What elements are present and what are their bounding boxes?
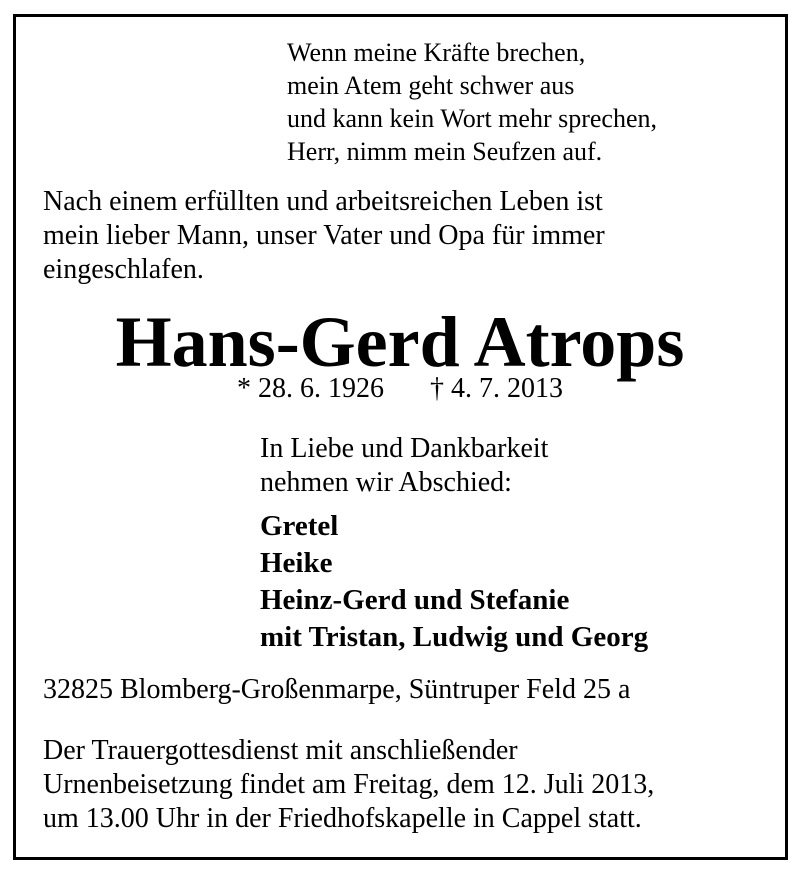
- intro-line: mein lieber Mann, unser Vater und Opa für immer: [43, 220, 605, 251]
- mourners-list: [260, 508, 648, 656]
- intro-line: Nach einem erfüllten und arbeitsreichen Leben ist: [43, 186, 603, 217]
- service-info: [43, 734, 654, 836]
- verse: [287, 36, 657, 168]
- mourner-name: Gretel: [260, 510, 339, 542]
- birth-date: * 28. 6. 1926: [237, 373, 384, 404]
- service-line: um 13.00 Uhr in der Friedhofskapelle in Cappel statt.: [43, 803, 642, 834]
- intro-line: eingeschlafen.: [43, 254, 204, 285]
- mourner-name: Heinz-Gerd und Stefanie: [260, 584, 570, 616]
- death-date: † 4. 7. 2013: [430, 373, 563, 404]
- service-line: Der Trauergottesdienst mit anschließender: [43, 735, 518, 766]
- intro-text: [43, 185, 605, 287]
- verse-line: und kann kein Wort mehr sprechen,: [287, 104, 657, 133]
- life-dates: [0, 373, 800, 405]
- verse-line: Wenn meine Kräfte brechen,: [287, 38, 586, 67]
- verse-line: Herr, nimm mein Seufzen auf.: [287, 137, 603, 166]
- farewell-line: In Liebe und Dankbarkeit: [260, 433, 549, 464]
- farewell-line: nehmen wir Abschied:: [260, 467, 512, 498]
- address: 32825 Blomberg-Großenmarpe, Süntruper Feld 25 a: [43, 674, 631, 705]
- deceased-name: Hans-Gerd Atrops: [115, 302, 685, 382]
- service-line: Urnenbeisetzung findet am Freitag, dem 12. Juli 2013,: [43, 769, 655, 800]
- mourner-name: mit Tristan, Ludwig und Georg: [260, 621, 649, 653]
- farewell-text: [260, 432, 548, 500]
- mourner-name: Heike: [260, 547, 333, 579]
- verse-line: mein Atem geht schwer aus: [287, 71, 575, 100]
